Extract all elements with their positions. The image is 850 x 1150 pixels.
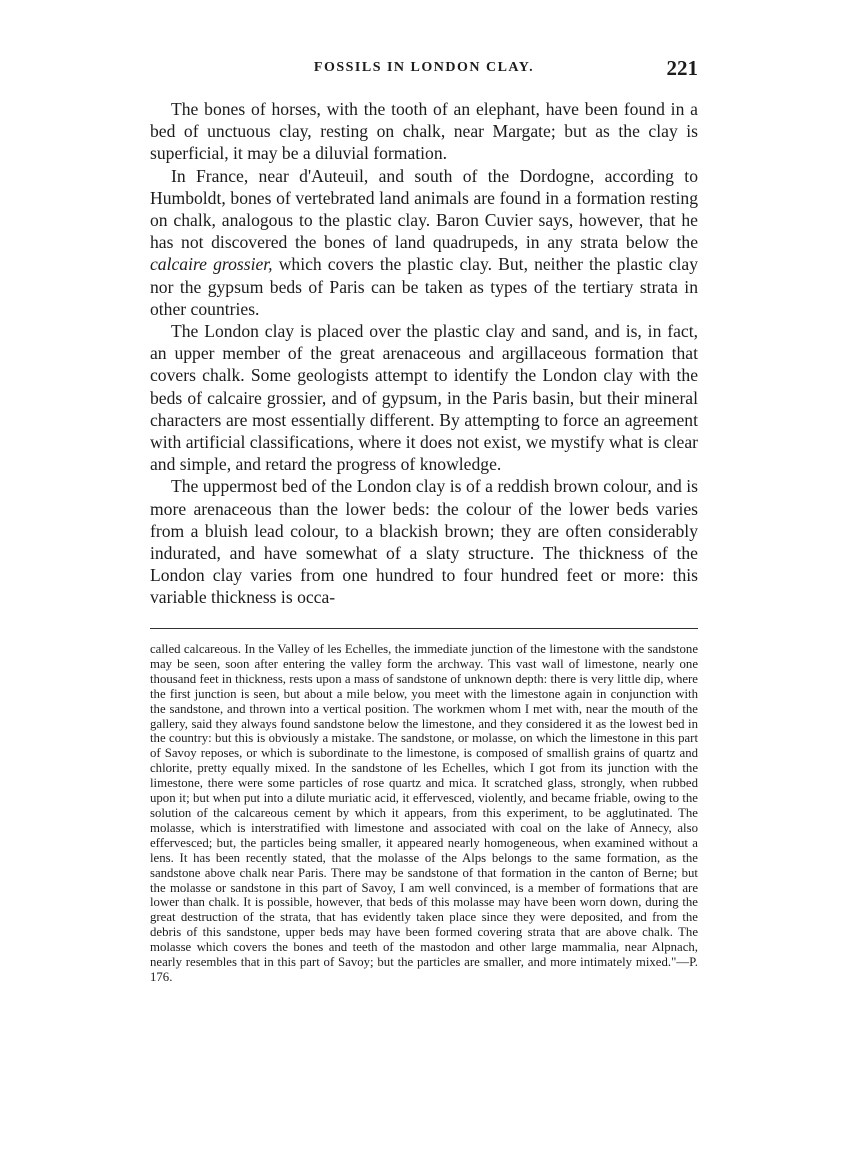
main-text [150,98,698,609]
paragraph-margate: The bones of horses, with the tooth of an elephant, have been found in a bed of unctuous clay, resting on chalk, near Margate; but as the clay is superficial, it may be a diluvial formation. [150,99,698,164]
footnote-text: called calcareous. In the Valley of les Echelles, the immediate junction of the limestone with the sandstone may be seen, soon after entering the valley form the archway. This vast wall of limestone, nearly one thousand feet in thickness, rests upon a mass of sandstone of unknown depth: there is very little dip, where the first junction is seen, but about a mile below, you meet with the limestone again in conjunction with the sandstone, and thrown into a vertical position. The workmen whom I met with, near the mouth of the gallery, said they always found sandstone below the limestone, and they considered it as the lowest bed in the country: but this is obviously a mistake. The sandstone, or molasse, on which the limestone in this part of Savoy reposes, or which is subordinate to the limestone, is composed of smallish grains of quartz and chlorite, pretty equally mixed. In the sandstone of les Echelles, which I got from its junction with the limestone, there were some particles of rose quartz and mica. It scratched glass, strongly, when rubbed upon it; but when put into a dilute muriatic acid, it effervesced, violently, and became friable, owing to the solution of the calcareous cement by which it appears, from this experiment, to be agglutinated. The molasse, which is interstratified with limestone and associated with coal on the lake of Annecy, also effervesced; but, the particles being smaller, it appeared nearly homogeneous, when examined without a lens. It has been recently stated, that the molasse of the Alps belongs to the same formation, as the sandstone above chalk near Paris. There may be sandstone of that formation in the canton of Berne; but the molasse or sandstone in this part of Savoy, I am well convinced, is a member of formations that are lower than chalk. It is possible, however, that beds of this molasse may have been worn down, during the great destruction of the strata, that has evidently taken place since they were deposited, and from the debris of this sandstone, upper beds may have been formed covering strata that are above chalk. The molasse which covers the bones and teeth of the mastodon and other large mammalia, near Alpnach, nearly resembles that in this part of Savoy; but the particles are smaller, and more intimately mixed."—P. 176. [150,642,698,984]
italic-term-calcaire-grossier: calcaire grossier, [150,254,273,275]
paragraph-london-clay: The London clay is placed over the plastic clay and sand, and is, in fact, an upper member of the great arenaceous and argillaceous formation that covers chalk. Some geologists attempt to identify the London clay with the beds of calcaire grossier, and of gypsum, in the Paris basin, but their mineral characters are most essentially different. By attempting to force an agreement with artificial classifications, where it does not exist, we mystify what is clear and simple, and retard the progress of knowledge. [150,321,698,475]
page-header [150,56,698,88]
page-number: 221 [666,56,698,80]
paragraph-france-part-1: In France, near d'Auteuil, and south of the Dordogne, according to Humboldt, bones of vertebrated land animals are found in a formation resting on chalk, analogous to the plastic clay. Baron Cuvier says, however, that he has not discovered the bones of land quadrupeds, in any strata below the [150,165,698,253]
paragraph-france [150,165,698,320]
running-title: FOSSILS IN LONDON CLAY. [313,60,535,75]
paragraph-uppermost-bed: The uppermost bed of the London clay is of a reddish brown colour, and is more arenaceous than the lower beds: the colour of the lower beds varies from a bluish lead colour, to a blackish brown; they are often considerably indurated, and have somewhat of a slaty structure. The thickness of the London clay varies from one hundred to four hundred feet or more: this variable thickness is occa- [150,476,698,608]
paragraph-france-part-2: which covers the plastic clay. But, neither the plastic clay nor the gypsum beds of Paris can be taken as types of the tertiary strata in other countries. [150,254,698,319]
footnote [150,642,698,985]
footnote-divider [150,628,698,629]
